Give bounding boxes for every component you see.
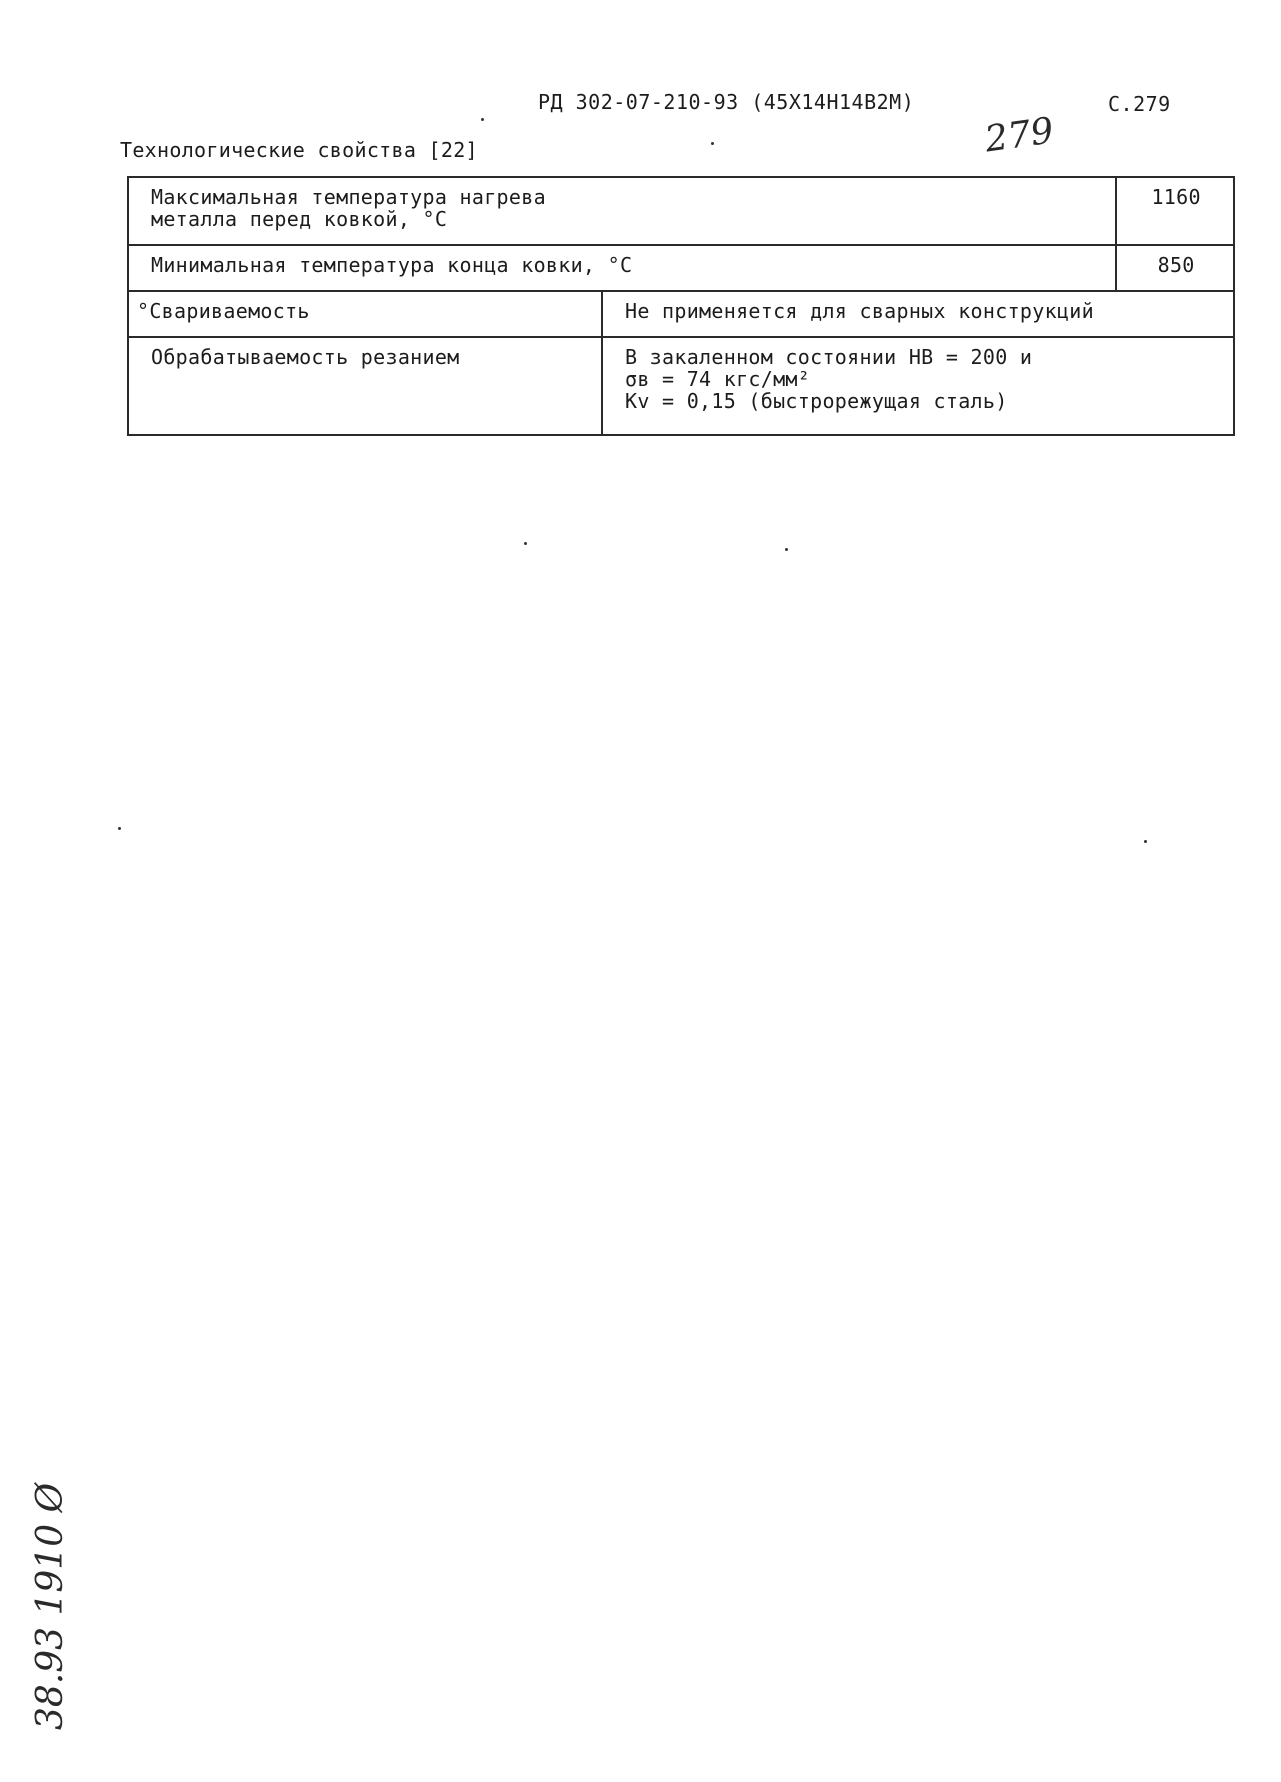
- scan-speck: [524, 542, 527, 545]
- table-row: [128, 245, 1234, 291]
- property-value-line: σв = 74 кгс/мм²: [625, 367, 811, 391]
- property-value: 1160: [1116, 177, 1234, 245]
- property-value-line: В закаленном состоянии НВ = 200 и: [625, 345, 1033, 369]
- page-number: С.279: [1108, 92, 1171, 116]
- section-title: Технологические свойства [22]: [120, 138, 478, 162]
- property-label-line: металла перед ковкой, °С: [151, 207, 448, 231]
- scan-speck: [118, 827, 121, 830]
- property-label-line: Максимальная температура нагрева: [151, 185, 546, 209]
- scan-speck: [1144, 840, 1147, 843]
- property-label-line: Минимальная температура конца ковки, °С: [151, 253, 633, 277]
- document-code: РД 302-07-210-93 (45Х14Н14В2М): [538, 90, 915, 114]
- handwritten-page-number: 279: [982, 110, 1057, 161]
- property-label-line: Обрабатываемость резанием: [151, 345, 460, 369]
- property-value-line: Kv = 0,15 (быстрорежущая сталь): [625, 389, 1008, 413]
- margin-handwritten-note: 38.93 1910 Ø: [30, 1482, 71, 1730]
- property-value: [602, 291, 1234, 337]
- property-label: [128, 337, 602, 435]
- table-row: [128, 291, 1234, 337]
- property-label-line: °Свариваемость: [137, 299, 310, 323]
- property-value: [602, 337, 1234, 435]
- scan-speck: [711, 142, 714, 145]
- property-label: [128, 245, 1116, 291]
- property-value: 850: [1116, 245, 1234, 291]
- technological-properties-table: [127, 176, 1235, 436]
- property-label: [128, 177, 1116, 245]
- property-label: [128, 291, 602, 337]
- scan-speck: [481, 118, 484, 121]
- property-value-line: Не применяется для сварных конструкций: [625, 299, 1094, 323]
- scan-speck: [785, 548, 788, 551]
- table-row: [128, 337, 1234, 435]
- table-row: [128, 177, 1234, 245]
